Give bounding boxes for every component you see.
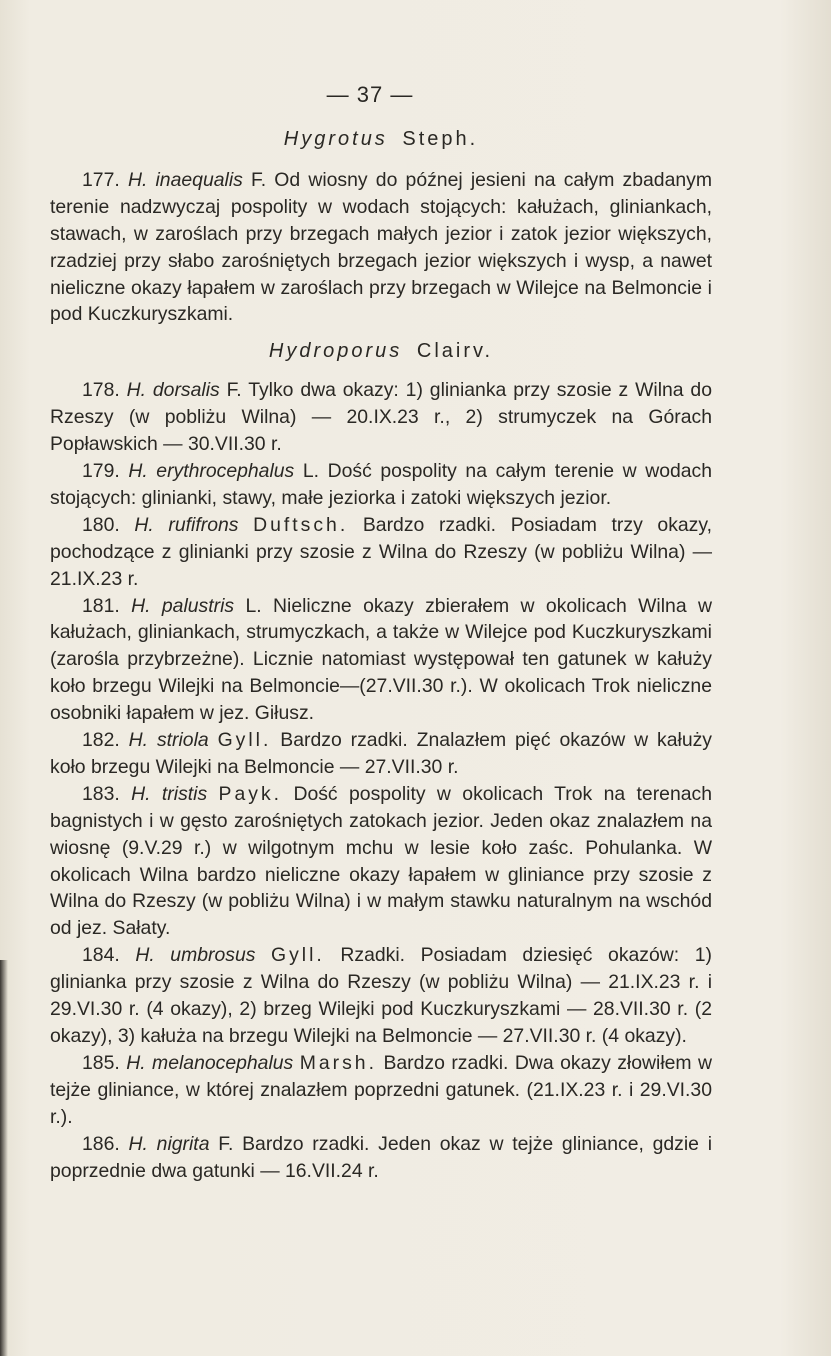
entry-text: Nieliczne okazy zbierałem w okolicach Wilna w kałużach, gliniankach, strumyczkach, a także w Wilejce pod Kuczkuryszkami (zarośla przybrzeżne). Licznie natomiast występował ten gatunek w kałuży koło brzegu Wilejki na Belmoncie—(27.VII.30 r.). W okolicach Trok nieliczne osobniki łapałem w jez. Giłusz.	[50, 594, 712, 725]
species-name: H. tristis	[131, 782, 208, 805]
species-name: H. palustris	[131, 594, 235, 617]
entry-text: Bardzo rzadki. Posiadam trzy okazy, pochodzące z glinianki przy szosie z Wilna do Rzeszy (w pobliżu Wilna) — 21.IX.23 r.	[50, 513, 713, 590]
species-name: H. dorsalis	[126, 379, 220, 402]
page-edge-shadow	[0, 960, 8, 1356]
species-name: H. inaequalis	[127, 168, 243, 191]
species-name: H. nigrita	[128, 1132, 210, 1155]
species-author: F.	[218, 1132, 234, 1155]
species-name: H. umbrosus	[135, 944, 256, 967]
species-author: Marsh.	[299, 1051, 377, 1074]
species-entry	[50, 593, 712, 728]
entry-text: Bardzo rzadki. Jeden okaz w tejże gliniance, gdzie i poprzednie dwa gatunki — 16.VII.24 r.	[50, 1132, 713, 1182]
entry-number: 177.	[82, 168, 120, 191]
entry-number: 179.	[82, 459, 120, 482]
genus-name: Hygrotus	[283, 128, 388, 150]
genus-author: Steph.	[402, 128, 479, 150]
entry-text: Od wiosny do późnej jesieni na całym zbadanym terenie nadzwyczaj pospolity w wodach stojących: kałużach, gliniankach, stawach, w zaroślach przy brzegach małych jezior i zatok jezior większych, rzadziej przy słabo zarośniętych brzegach jezior większych i wysp, a nawet nieliczne okazy łapałem w zaroślach przy brzegach w Wilejce na Belmoncie i pod Kuczkuryszkami.	[50, 168, 713, 326]
species-entry	[50, 1050, 712, 1131]
entry-number: 185.	[82, 1051, 120, 1074]
species-entry	[50, 377, 712, 458]
genus-heading	[50, 126, 712, 153]
entry-number: 182.	[82, 729, 120, 752]
entry-number: 178.	[82, 379, 120, 402]
entry-number: 181.	[82, 594, 120, 617]
entry-number: 186.	[82, 1132, 120, 1155]
species-author: Gyll.	[271, 944, 325, 967]
species-name: H. melanocephalus	[126, 1051, 294, 1074]
genus-name: Hydroporus	[268, 340, 403, 363]
species-entry	[50, 512, 712, 593]
species-author: L.	[245, 594, 262, 617]
entry-text: Dość pospolity w okolicach Trok na terenach bagnistych i w gęsto zarośniętych zatokach jezior. Jeden okaz znalazłem na wiosnę (9.V.29 r.) w wilgotnym mchu w lesie koło zaśc. Pohulanka. W okolicach Wilna bardzo nieliczne okazy łapałem w gliniance przy szosie z Wilna do Rzeszy (w pobliżu Wilna) i w małym stawku naturalnym na wschód od jez. Sałaty.	[50, 782, 713, 940]
species-entry	[50, 167, 712, 328]
genus-heading	[50, 338, 712, 365]
entry-text: Rzadki. Posiadam dziesięć okazów: 1) glinianka przy szosie z Wilna do Rzeszy (w pobliżu Wilna) — 21.IX.23 r. i 29.VI.30 r. (4 okazy), 2) brzeg Wilejki pod Kuczkuryszkami — 28.VII.30 r. (2 okazy), 3) kałuża na brzegu Wilejki na Belmoncie — 27.VII.30 r. (4 okazy).	[50, 944, 712, 1047]
species-author: L.	[302, 459, 320, 482]
entry-text: Bardzo rzadki. Dwa okazy złowiłem w tejże gliniance, w której znalazłem poprzedni gatunek. (21.IX.23 r. i 29.VI.30 r.).	[50, 1051, 713, 1128]
species-entry	[50, 781, 712, 942]
entry-number: 183.	[82, 782, 120, 805]
species-author: F.	[226, 379, 242, 402]
page-number: — 37 —	[326, 82, 414, 107]
page-body	[50, 126, 712, 1184]
species-entry	[50, 727, 712, 781]
species-entry	[50, 942, 712, 1050]
entry-text: Tylko dwa okazy: 1) glinianka przy szosie z Wilna do Rzeszy (w pobliżu Wilna) — 20.IX.23 r., 2) strumyczek na Górach Popławskich — 30.VII.30 r.	[50, 379, 713, 456]
entry-text: Dość pospolity na całym terenie w wodach stojących: glinianki, stawy, małe jeziorka i zatoki większych jezior.	[50, 459, 713, 509]
species-author: Duftsch.	[253, 513, 349, 536]
species-name: H. rufifrons	[134, 513, 239, 536]
species-entry	[50, 1131, 712, 1185]
genus-author: Clairv.	[416, 340, 494, 363]
entry-text: Bardzo rzadki. Znalazłem pięć okazów w kałuży koło brzegu Wilejki na Belmoncie — 27.VII.30 r.	[50, 729, 712, 778]
entry-number: 184.	[82, 944, 120, 967]
entry-number: 180.	[82, 513, 120, 536]
species-author: Gyll.	[217, 729, 272, 752]
species-author: Payk.	[218, 782, 283, 805]
species-name: H. striola	[128, 729, 209, 752]
species-author: F.	[251, 168, 267, 191]
species-name: H. erythrocephalus	[128, 459, 295, 482]
species-entry	[50, 458, 712, 512]
